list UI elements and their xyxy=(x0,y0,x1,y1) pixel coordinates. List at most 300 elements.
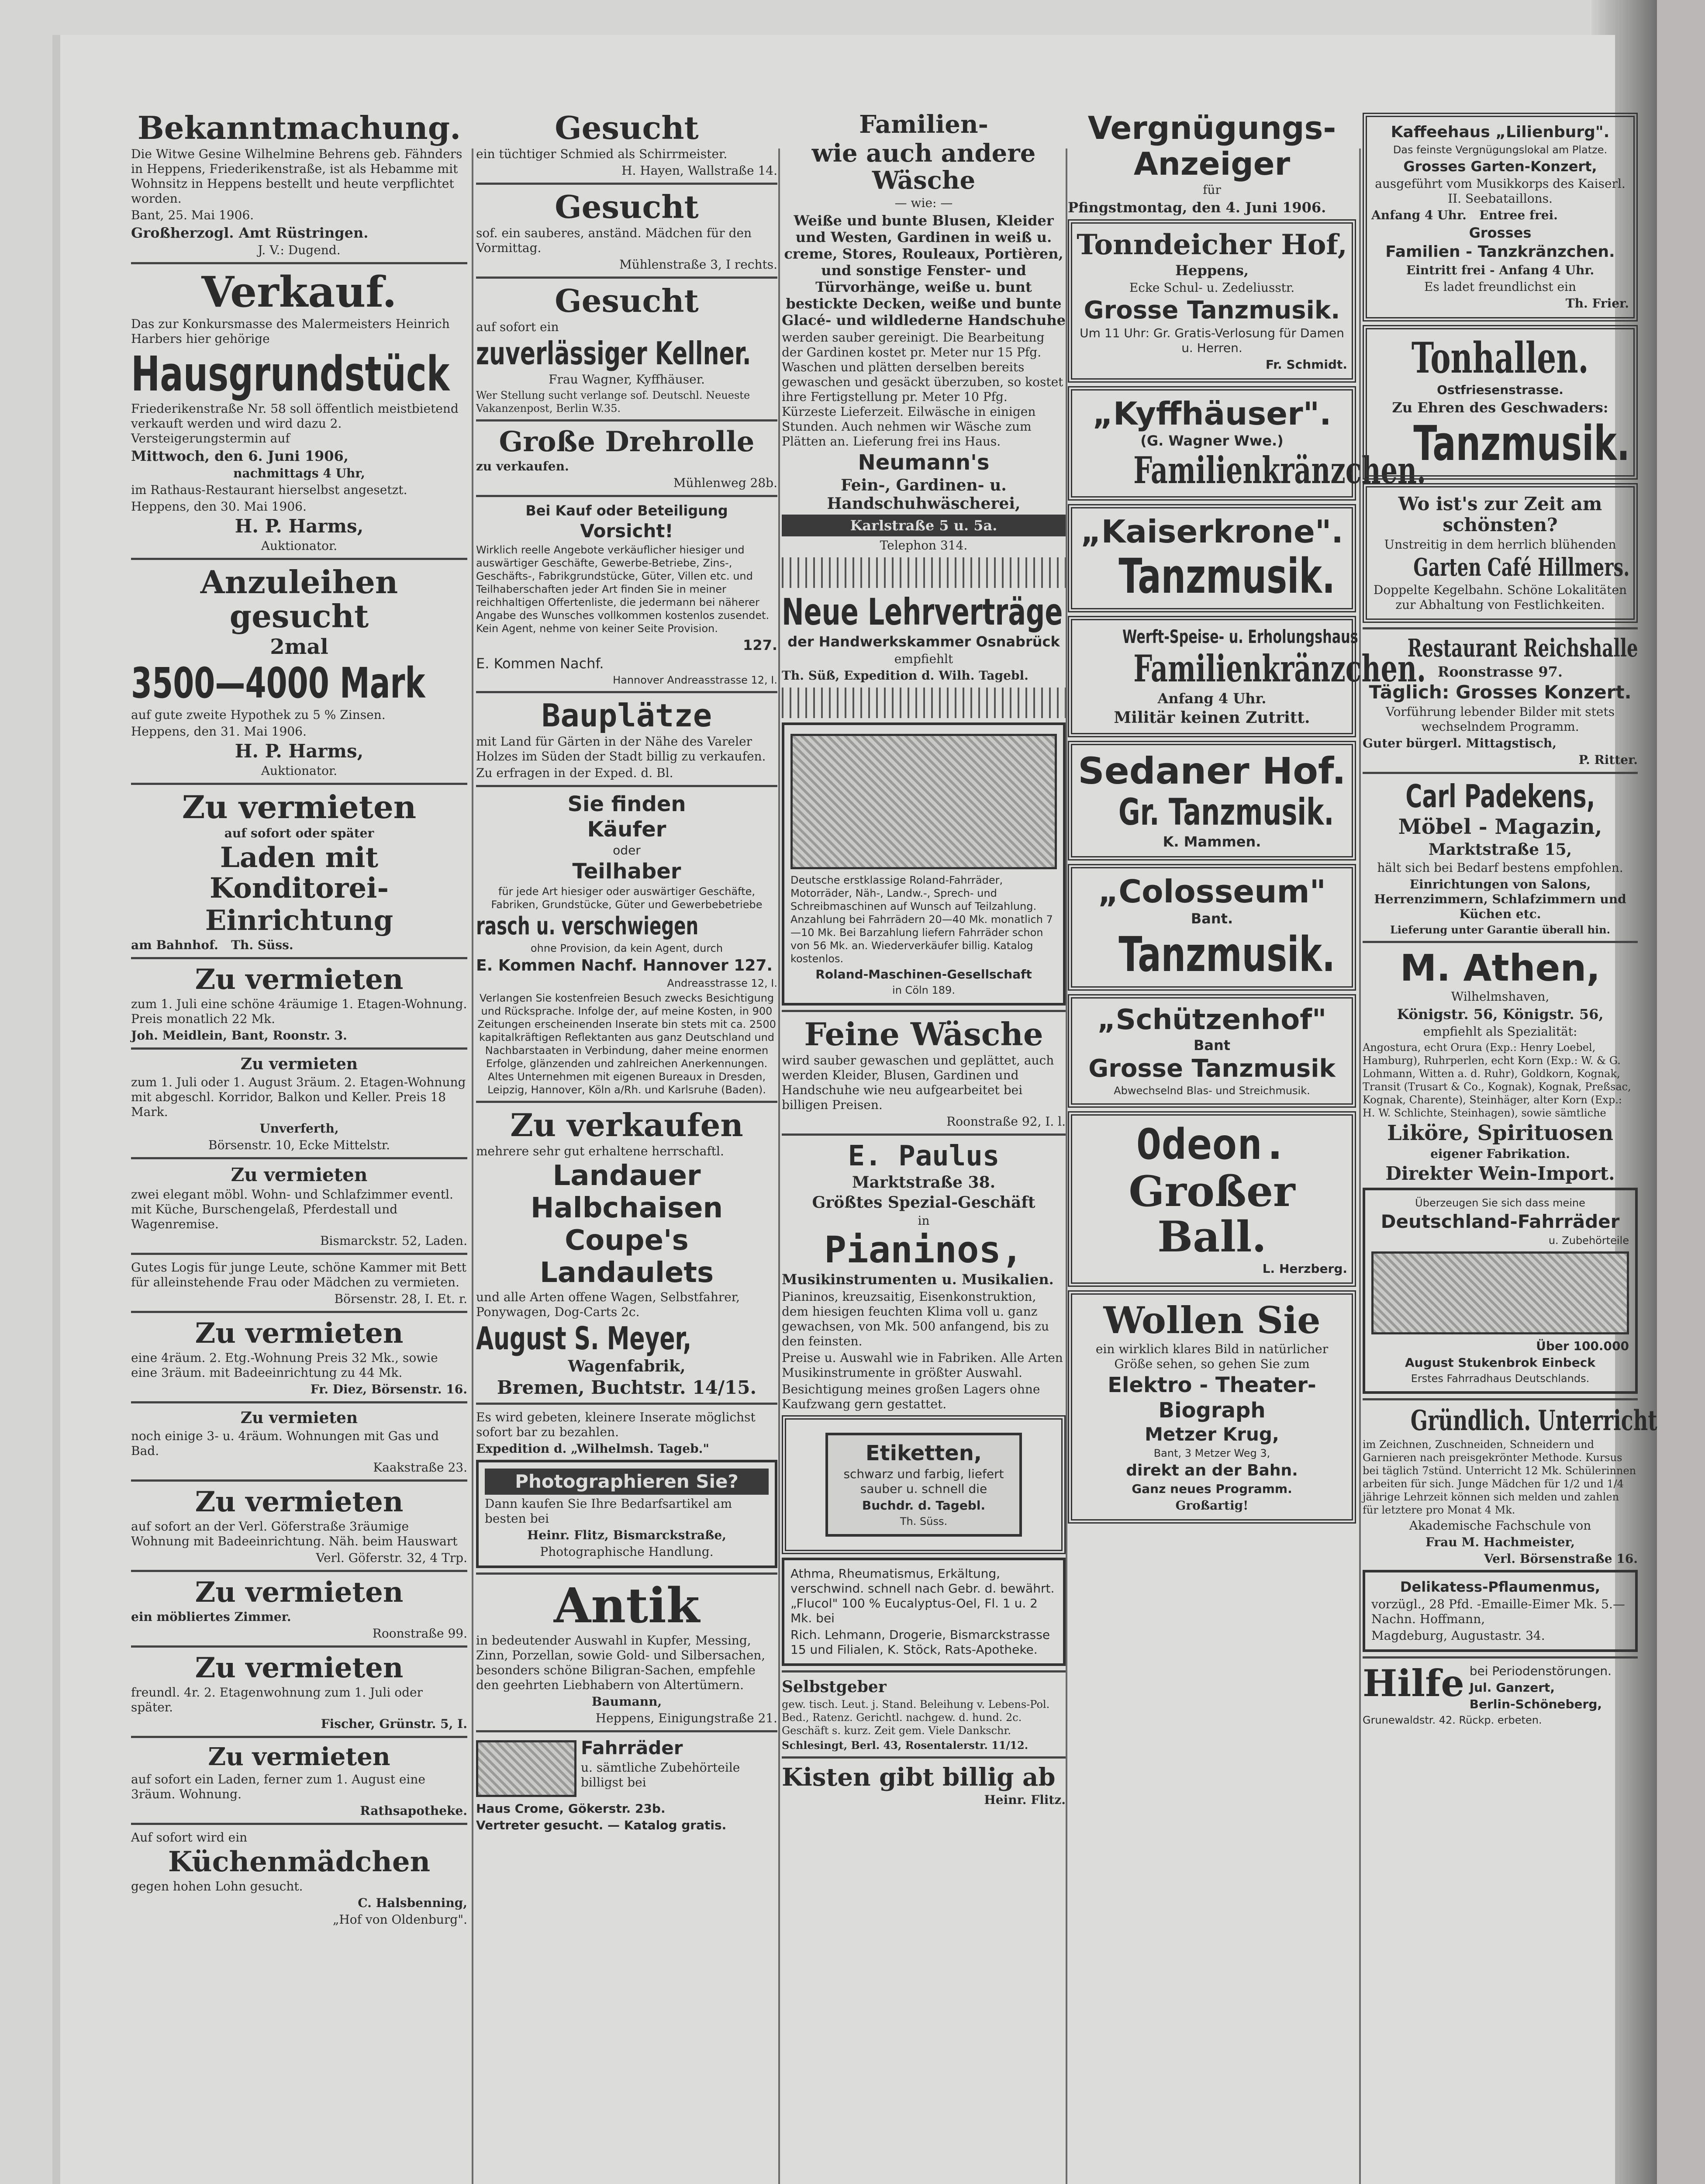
ad-body: ausgeführt vom Musikkorps des Kaiserl. II. Seebataillons. xyxy=(1375,176,1626,206)
ad-program: Großartig! xyxy=(1175,1498,1249,1513)
ad-body: ein tüchtiger Schmied als Schirrmeister. xyxy=(476,147,728,161)
ad-title: Odeon. xyxy=(1136,1120,1288,1169)
ad-zu-vermieten xyxy=(131,1311,467,1397)
ad-items: Weiße und bunte Blusen, Kleider und Westen, Gardinen in weiß u. creme, Stores, Rouleaux, Portièren, und sonstige Fenster- und Türvorhänge, weiße u. bunt bestickte Decken, weiße und bunte Glacé- und wildlederne Handschuhe xyxy=(782,212,1066,328)
ad-title: Zu vermieten xyxy=(182,788,417,826)
ad-schuetzenhof xyxy=(1068,994,1356,1108)
ad-title: Zu verkaufen xyxy=(510,1106,743,1144)
ad-title: Feine Wäsche xyxy=(804,1016,1043,1053)
ad-body: Wirklich reelle Angebote verkäuflicher hiesiger und auswärtiger Geschäfte, Gewerbe-Betriebe, Zins-, Geschäfts-, Fabrikgrundstücke, Güter, Villen etc. und Teilhaberschaften jeder Art finden Sie in meiner reichhaltigen Offertenliste, die jedermann bei näherer Angabe des Wunsches vollkommen kostenlos zusendet. Kein Agent, nehme von keiner Seite Provision. xyxy=(476,544,770,635)
ad-padekens xyxy=(1363,772,1638,936)
ad-signer: L. Herzberg. xyxy=(1262,1261,1347,1276)
ad-amount: 3500—4000 Mark xyxy=(131,659,425,708)
ad-address: Roonstraße 99. xyxy=(372,1626,467,1641)
ad-firm: Expedition d. „Wilhelmsh. Tageb." xyxy=(476,1441,709,1456)
section-title: Vergnügungs- xyxy=(1087,110,1336,146)
ad-firm: August Stukenbrok Einbeck xyxy=(1405,1355,1596,1370)
ad-subtitle: (G. Wagner Wwe.) xyxy=(1140,432,1284,449)
ad-title: Wollen Sie xyxy=(1103,1299,1321,1342)
ad-kisten xyxy=(782,1756,1066,1807)
ad-body: Pianinos, kreuzsaitig, Eisenkonstruktion, dem hiesigen feuchten Klima voll u. ganz gewachsen, von Mk. 500 anfangend, bis zu den feinsten. xyxy=(782,1289,1049,1348)
ad-body: empfiehlt als Spezialität: xyxy=(1423,1024,1577,1039)
ad-body: auf sofort an der Verl. Göferstraße 3räumige Wohnung mit Badeeinrichtung. Näh. beim Hauswart xyxy=(131,1519,458,1548)
section-date: Pfingstmontag, den 4. Juni 1906. xyxy=(1068,199,1326,216)
ad-headline: zuverlässiger Kellner. xyxy=(476,335,751,372)
ad-body: Das zur Konkursmasse des Malermeisters Heinrich Harbers hier gehörige xyxy=(131,317,450,346)
ad-body: Wer Stellung sucht verlange sof. Deutschl. Neueste Vakanzenpost, Berlin W.35. xyxy=(476,389,750,415)
ad-title: Käufer xyxy=(587,817,666,842)
ad-signer: Frau M. Hachmeister, xyxy=(1425,1535,1575,1549)
ad-address: Bismarckstr. 52, Laden. xyxy=(320,1234,467,1248)
ad-headline: Grosses xyxy=(1469,225,1532,241)
ad-zu-verkaufen xyxy=(476,1101,777,1398)
ad-signer: Fr. Diez, Börsenstr. 16. xyxy=(310,1382,467,1396)
ad-zu-vermieten-laden xyxy=(131,783,467,953)
ad-zu-vermieten xyxy=(131,1157,467,1248)
ad-title: Gesucht xyxy=(555,109,699,146)
ad-title xyxy=(1363,635,1638,662)
ad-firm-suffix: Nachf. xyxy=(560,655,604,672)
ad-where: am Bahnhof. xyxy=(131,938,218,952)
ad-firm: Fein-, Gardinen- u. Handschuhwäscherei, xyxy=(827,476,1021,513)
ad-address: Ecke Schul- u. Zedeliusstr. xyxy=(1129,280,1295,295)
ad-headline: Coupe's xyxy=(565,1224,689,1257)
ad-subtitle: ohne Provision, da kein Agent, durch xyxy=(530,942,723,954)
ad-address: Börsenstr. 28, I. Et. r. xyxy=(334,1292,467,1306)
ad-kaiserkrone xyxy=(1068,504,1356,612)
ad-title: Sie finden xyxy=(567,792,686,816)
ad-date: Bant, 25. Mai 1906. xyxy=(131,208,254,222)
ad-title: wie auch andere Wäsche xyxy=(811,139,1036,195)
ad-title: Fahrräder xyxy=(581,1737,683,1759)
bicycle-illustration xyxy=(476,1740,576,1797)
ad-address: Roonstraße 92, I. l. xyxy=(946,1114,1066,1129)
ad-signer: H. Hayen, Wallstraße 14. xyxy=(621,163,777,178)
ad-kyffhaeuser xyxy=(1068,386,1426,501)
ad-signer: Th. Frier. xyxy=(1565,296,1629,311)
ad-headline: Familien - Tanzkränzchen. xyxy=(1385,243,1615,261)
ad-title: Neue Lehrverträge xyxy=(782,591,1063,633)
ad-title: Kaffeehaus „Lilienburg". xyxy=(1391,123,1610,141)
ad-headline: Grosses Garten-Konzert, xyxy=(1403,158,1597,175)
ad-body: schwarz und farbig, liefert sauber u. schnell die xyxy=(843,1467,1004,1496)
ad-familien-waesche xyxy=(782,111,1066,553)
ad-date: Heppens, den 31. Mai 1906. xyxy=(131,724,307,739)
ad-title: „Kyffhäuser". xyxy=(1092,395,1332,432)
ad-headline xyxy=(1077,792,1347,832)
ad-address: Marktstraße 15, xyxy=(1428,840,1572,859)
ad-program: Ganz neues Programm. xyxy=(1132,1482,1292,1496)
ad-time: Anfang 4 Uhr. xyxy=(1157,690,1267,707)
ad-subtitle: 2mal xyxy=(270,635,328,659)
ad-title: Vorsicht! xyxy=(580,520,673,542)
ad-title-text: Restaurant Reichshalle xyxy=(1407,634,1638,663)
ad-headline: Täglich: Grosses Konzert. xyxy=(1369,681,1632,703)
ad-signer: Fischer, Grünstr. 5, I. xyxy=(321,1717,467,1731)
ad-headline-text: Tanzmusik. xyxy=(1118,926,1336,982)
ad-signer: Unverferth, xyxy=(259,1121,339,1136)
ad-entry: Eintritt frei - Anfang 4 Uhr. xyxy=(1406,263,1595,277)
ad-title: Zu vermieten xyxy=(240,1055,358,1073)
ad-subtitle: Abwechselnd Blas- und Streichmusik. xyxy=(1114,1085,1310,1097)
ad-signer: K. Mammen. xyxy=(1163,833,1261,850)
ad-title: Delikatess-Pflaumenmus, xyxy=(1400,1579,1601,1595)
ad-address: Heppens, Einigungstraße 21. xyxy=(595,1711,777,1725)
ad-header: Bei Kauf oder Beteiligung xyxy=(525,502,728,519)
ad-body: Verlangen Sie kostenfreien Besuch zwecks Besichtigung und Rücksprache. Infolge der, auf meine Kosten, in 900 Zeitungen erscheinenden Inserate bin stets mit ca. 2500 kapitalkräftigen Reflektanten aus ganz Deutschland und Nachbarstaaten in Verbindung, daher meine enormen Erfolge, glänzenden und zahlreichen Anerkennungen. Altes Unternehmen mit eigenen Bureaux in Dresden, Leipzig, Hannover, Köln a/Rh. und Karlsruhe (Baden). xyxy=(477,992,776,1096)
ad-signer: Fr. Schmidt. xyxy=(1265,357,1347,372)
ad-hilfe xyxy=(1363,1656,1638,1727)
ad-subtitle: Erstes Fahrradhaus Deutschlands. xyxy=(1411,1372,1590,1385)
ad-title: oder xyxy=(613,843,641,857)
ad-body: mehrere sehr gut erhaltene herrschaftl. xyxy=(476,1144,724,1158)
ad-place xyxy=(131,938,467,953)
ad-lehrvertraege xyxy=(782,592,1066,683)
ad-subtitle: empfiehlt xyxy=(894,652,953,666)
ad-number: 127. xyxy=(743,637,777,653)
ad-headline-text: Familienkränzchen. xyxy=(1133,647,1426,690)
ad-body: werden sauber gereinigt. Die Bearbeitung der Gardinen kostet pr. Meter nur 15 Pfg. Waschen und plätten derselben bereits gewaschen und gesäckt überzuben, so kostet ihre Fertigstellung pr. Meter 10 Pfg. Kürzeste Lieferzeit. Eilwäsche in einigen Stunden. Auch nehmen wir Wäsche zum Plätten an. Lieferung frei ins Haus. xyxy=(782,330,1063,449)
ad-sedaner-hof xyxy=(1068,741,1356,860)
ad-title-text: Tonhallen. xyxy=(1412,333,1589,383)
ad-stukenbrok xyxy=(1363,1188,1638,1394)
ad-signer: Joh. Meidlein, Bant, Roonstr. 3. xyxy=(131,1028,347,1043)
ad-time xyxy=(1371,208,1629,223)
ad-selbstgeber xyxy=(782,1670,1066,1752)
ad-bekanntmachung xyxy=(131,111,467,258)
ad-signer: C. Halsbenning, xyxy=(358,1896,467,1910)
ad-body: mit Land für Gärten in der Nähe des Vareler Holzes im Süden der Stadt billig zu verkaufen. xyxy=(476,734,766,764)
ad-signer: Th. Süss. xyxy=(900,1515,948,1527)
ad-address: Hannover Andreasstrasse 12, I. xyxy=(613,674,777,686)
ad-title: „Kaiserkrone". xyxy=(1080,513,1343,550)
ad-place: Wilhelmshaven, xyxy=(1451,989,1550,1004)
ad-title: Sedaner Hof. xyxy=(1078,750,1346,792)
ad-items: Angostura, echt Orura (Exp.: Henry Loebel, Hamburg), Ruhrperlen, echt Korn (Exp.: W. & G. Lohmann, Witten a. d. Ruhr), Goldkorn, Kognak, Transit (Trusart & Co., Kognak), Kognak, Preßsac, Kognak, Charente), Steinhäger, alter Korn (Exp.: H. W. Schlichte, Steinhagen), sowie sämtliche xyxy=(1363,1041,1631,1119)
ad-separator: — wie: — xyxy=(894,196,953,210)
ad-title: Zu vermieten xyxy=(231,1164,368,1185)
ad-drehrolle xyxy=(476,419,777,491)
ad-zu-vermieten xyxy=(131,957,467,1043)
ad-subtitle: in xyxy=(918,1213,930,1228)
ad-title xyxy=(1363,779,1638,813)
roland-illustration xyxy=(790,734,1057,869)
ad-paulus xyxy=(782,1133,1066,1412)
ad-etiketten-label xyxy=(825,1433,1022,1537)
ad-date: Mittwoch, den 6. Juni 1906, xyxy=(131,448,349,464)
ad-title-text: Carl Padekens, xyxy=(1405,778,1595,815)
ad-body: auf sofort ein Laden, ferner zum 1. August eine 3räum. Wohnung. xyxy=(131,1772,425,1801)
ad-headline: Einrichtung xyxy=(205,904,393,937)
ad-body: Unstreitig in dem herrlich blühenden xyxy=(1384,537,1616,552)
ad-body: wird sauber gewaschen und geplättet, auch werden Kleider, Blusen, Gardinen und Handschuhe wie neu aufgearbeitet bei billigen Preisen. xyxy=(782,1053,1054,1112)
ad-signer: H. P. Harms, xyxy=(235,515,364,537)
ad-title-text: Werft-Speise- u. Erholungshaus xyxy=(1122,626,1358,647)
ad-headline-text: Tanzmusik. xyxy=(1118,548,1336,604)
ad-title xyxy=(1363,1404,1657,1437)
ad-headline-text: Tanzmusik. xyxy=(1413,415,1630,471)
ad-headline-text: Garten Café Hillmers. xyxy=(1413,553,1630,582)
ad-place: Heppens, xyxy=(1175,262,1249,279)
ad-kaffeehaus-lilienburg xyxy=(1363,113,1638,321)
ad-firm: Buchdr. d. Tagebl. xyxy=(862,1498,986,1513)
ad-note: Lieferung unter Garantie überall hin. xyxy=(1390,923,1610,936)
ad-body: gegen hohen Lohn gesucht. xyxy=(131,1879,303,1894)
ad-subtitle: Das feinste Vergnügungslokal am Platze. xyxy=(1393,144,1608,156)
ad-title: Küchenmädchen xyxy=(168,1845,431,1878)
ad-body: gew. tisch. Leut. j. Stand. Beleihung v. Lebens-Pol. Bed., Ratenz. Gerichtl. nachgew. d. hund. 2c. Geschäft s. kurz. Zeit gem. Viele Dankschr. xyxy=(782,1698,1050,1737)
ad-wollen-sie xyxy=(1068,1290,1356,1524)
ad-title: Zu vermieten xyxy=(195,1576,404,1609)
ad-signer xyxy=(476,655,777,672)
ad-zu-vermieten xyxy=(131,1479,467,1565)
ad-headline xyxy=(1077,449,1426,492)
ad-subtitle: zu verkaufen. xyxy=(476,459,569,473)
ad-address: Magdeburg, Augustastr. 34. xyxy=(1371,1628,1545,1643)
ad-title: Große Drehrolle xyxy=(499,425,755,458)
ad-title: Zu vermieten xyxy=(240,1409,358,1427)
ad-firm: E. Kommen xyxy=(476,655,556,672)
ad-werft xyxy=(1068,616,1426,737)
ad-signer: Heinr. Flitz, Bismarckstraße, xyxy=(527,1528,726,1542)
ad-body: bei Periodenstörungen. xyxy=(1469,1664,1612,1678)
ad-note: Vertreter gesucht. — Katalog gratis. xyxy=(476,1818,727,1832)
ad-body: und alle Arten offene Wagen, Selbstfahrer, Ponywagen, Dog-Carts 2c. xyxy=(476,1290,740,1319)
column-3 xyxy=(782,109,1066,1809)
ad-title: Tonndeicher Hof, xyxy=(1077,228,1347,261)
ad-address: „Hof von Oldenburg". xyxy=(332,1912,467,1927)
ad-title: M. Athen, xyxy=(1400,947,1601,989)
ad-headline: Großer Ball. xyxy=(1129,1167,1295,1261)
ad-title: Bauplätze xyxy=(541,697,712,734)
ad-title: Anzuleihen gesucht xyxy=(200,563,398,635)
ad-subtitle: Möbel - Magazin, xyxy=(1398,815,1602,839)
ad-title: Zu vermieten xyxy=(195,1486,404,1518)
ad-tonndeicher-hof xyxy=(1068,219,1356,383)
ad-firm: August S. Meyer, xyxy=(476,1320,692,1357)
ad-body: Musikinstrumenten u. Musikalien. xyxy=(782,1271,1054,1288)
ad-headline: Halbchaisen xyxy=(530,1192,723,1224)
ad-zu-vermieten xyxy=(131,1645,467,1731)
ad-title: Gesucht xyxy=(555,282,699,319)
ad-body: Um 11 Uhr: Gr. Gratis-Verlosung für Damen u. Herren. xyxy=(1080,326,1344,355)
column-4 xyxy=(1068,109,1426,1527)
ad-headline: Grosse Tanzmusik. xyxy=(1084,296,1340,325)
ad-body: vorzügl., 28 Pfd. -Emaille-Eimer Mk. 5.— Nachn. Hoffmann, xyxy=(1371,1597,1625,1626)
ad-body: Athma, Rheumatismus, Erkältung, verschwind. schnell nach Gebr. d. bewährt. „Flucol" 100 % Eucalyptus-Oel, Fl. 1 u. 2 Mk. bei xyxy=(790,1566,1055,1625)
ad-title: Pianinos, xyxy=(824,1228,1023,1271)
ad-signer: Th. Süss. xyxy=(231,938,293,952)
ad-title: Verkauf. xyxy=(201,267,397,317)
ad-signer: Heinr. Flitz. xyxy=(984,1793,1066,1807)
ad-firm: Metzer Krug, xyxy=(1145,1424,1279,1445)
ad-firm: E. Paulus xyxy=(848,1140,1000,1172)
ad-address: Mühlenweg 28b. xyxy=(673,476,777,490)
ad-address: Ostfriesenstrasse. xyxy=(1437,383,1563,397)
ad-subtitle: auf sofort oder später xyxy=(224,826,374,840)
ad-roland xyxy=(782,722,1066,1006)
ad-address: Andreasstrasse 12, I. xyxy=(667,977,777,989)
ad-headline: Laden mit Konditorei- xyxy=(209,841,389,905)
ad-role: Auktionator. xyxy=(261,539,338,553)
ad-place: Berlin-Schöneberg, xyxy=(1469,1697,1602,1711)
ad-address: Bant, 3 Metzer Weg 3, xyxy=(1153,1447,1270,1459)
ad-title: „Schützenhof" xyxy=(1097,1004,1327,1036)
ad-unterricht xyxy=(1363,1398,1657,1566)
ad-subtitle: Zu Ehren des Geschwaders: xyxy=(1392,399,1608,416)
ad-signer: P. Ritter. xyxy=(1578,753,1638,767)
ad-subtitle: eigener Fabrikation. xyxy=(1430,1147,1570,1161)
ad-headline: Elektro - Theater- xyxy=(1108,1373,1316,1397)
ad-headline-text: Familienkränzchen. xyxy=(1133,449,1426,492)
ad-athen xyxy=(1363,941,1638,1184)
ad-signer: Baumann, xyxy=(591,1694,662,1709)
ad-headline: Biograph xyxy=(1158,1398,1266,1423)
ad-bauplaetze xyxy=(476,691,777,781)
ad-firm: Schlesingt, Berl. 43, Rosentalerstr. 11/12. xyxy=(782,1739,1029,1752)
ad-body: u. sämtliche Zubehörteile billigst bei xyxy=(581,1760,740,1790)
ad-firm: Roland-Maschinen-Gesellschaft xyxy=(815,967,1032,981)
ad-body: Überzeugen Sie sich dass meine xyxy=(1415,1197,1585,1209)
ad-anzuleihen xyxy=(131,558,467,778)
ad-address: Königstr. 56, Königstr. 56, xyxy=(1397,1006,1604,1023)
ad-signer: Jul. Ganzert, xyxy=(1469,1680,1555,1695)
ad-items: Einrichtungen von Salons, Herrenzimmern, Schlafzimmern und Küchen etc. xyxy=(1374,877,1626,921)
ad-role: Auktionator. xyxy=(261,764,338,778)
ad-body: in bedeutender Auswahl in Kupfer, Messing, Zinn, Porzellan, sowie Gold- und Silbersachen, besonders schöne Biligran-Sachen, empfehle den geehrten Liebhabern von Altertümern. xyxy=(476,1633,766,1692)
ad-title xyxy=(1371,335,1629,381)
ad-tonhallen xyxy=(1363,325,1638,480)
ad-title: Deutschland-Fahrräder xyxy=(1381,1211,1620,1232)
ad-athma xyxy=(782,1558,1066,1666)
column-5 xyxy=(1363,109,1657,1728)
ad-signer: Rich. Lehmann, Drogerie, Bismarckstrasse 15 und Filialen, K. Stöck, Rats-Apotheke. xyxy=(790,1628,1050,1657)
ad-note: direkt an der Bahn. xyxy=(1126,1462,1298,1479)
ad-body: Dann kaufen Sie Ihre Bedarfsartikel am besten bei xyxy=(485,1496,732,1526)
ad-address: Roonstrasse 97. xyxy=(1437,663,1563,680)
ad-zu-vermieten xyxy=(131,1570,467,1641)
ad-title: Photographieren Sie? xyxy=(485,1469,769,1495)
column-2 xyxy=(476,109,777,1835)
ad-intro: auf sofort ein xyxy=(476,320,559,334)
vergnuegungs-anzeiger-header xyxy=(1068,111,1356,216)
ad-body: Preise u. Auswahl wie in Fabriken. Alle Arten Musikinstrumente in größter Auswahl. xyxy=(782,1351,1063,1380)
ad-address: Verl. Göferstr. 32, 4 Trp. xyxy=(316,1551,467,1565)
ad-body: Gutes Logis für junge Leute, schöne Kammer mit Bett für alleinstehende Frau oder Mädchen zu vermieten. xyxy=(131,1260,467,1289)
ad-title: Bekanntmachung. xyxy=(137,109,461,146)
column-rule xyxy=(778,149,780,2184)
ad-body: Es wird gebeten, kleinere Inserate möglichst sofort bar zu bezahlen. xyxy=(476,1410,756,1439)
ad-headline xyxy=(1371,554,1629,581)
ad-logis xyxy=(131,1253,467,1306)
ad-body: ein möbliertes Zimmer. xyxy=(131,1610,291,1624)
ad-subtitle: Größtes Spezial-Geschäft xyxy=(812,1193,1035,1212)
ad-headline: Liköre, Spirituosen xyxy=(1387,1121,1614,1145)
ad-body: Friederikenstraße Nr. 58 soll öffentlich meistbietend verkauft werden und wird dazu 2. Versteigerungstermin auf xyxy=(131,401,459,446)
ad-headline xyxy=(1077,926,1347,982)
ad-signer: H. P. Harms, xyxy=(235,740,364,762)
ad-title: Etiketten, xyxy=(865,1441,982,1465)
ad-address: Verl. Börsenstraße 16. xyxy=(1484,1552,1638,1566)
ad-address: Börsenstr. 10, Ecke Mittelstr. xyxy=(208,1138,390,1152)
ad-reichshalle xyxy=(1363,627,1638,767)
ad-headline xyxy=(1371,415,1630,471)
ad-signer: Rathsapotheke. xyxy=(360,1804,467,1818)
ad-body: Es ladet freundlichst ein xyxy=(1424,280,1577,294)
ad-body: Doppelte Kegelbahn. Schöne Lokalitäten zur Abhaltung von Festlichkeiten. xyxy=(1373,583,1627,612)
ad-body: zwei elegant möbl. Wohn- und Schlafzimmer eventl. mit Küche, Burschengelaß, Pferdestall und Wagenremise. xyxy=(131,1187,453,1231)
column-rule xyxy=(472,149,473,2184)
ad-title: Hilfe xyxy=(1363,1662,1464,1705)
ad-title: Wo ist's zur Zeit am schönsten? xyxy=(1398,493,1602,536)
ad-body: zum 1. Juli oder 1. August 3räum. 2. Etagen-Wohnung mit abgeschl. Korridor, Balkon und Keller. Preis 18 Mark. xyxy=(131,1075,466,1119)
ad-place: Bant. xyxy=(1191,910,1233,927)
ad-signer: Haus Crome, Gökerstr. 23b. xyxy=(476,1801,666,1816)
ad-title: Selbstgeber xyxy=(782,1678,887,1696)
ad-address: Grunewaldstr. 42. Rückp. erbeten. xyxy=(1363,1714,1542,1726)
ad-subtitle: Photographische Handlung. xyxy=(540,1545,714,1559)
ad-subtitle: Direkter Wein-Import. xyxy=(1385,1163,1615,1184)
ad-title xyxy=(1077,626,1358,647)
ad-title: Zu vermieten xyxy=(208,1742,390,1771)
ad-address: Marktstraße 38. xyxy=(852,1173,996,1192)
ad-authority: Großherzogl. Amt Rüstringen. xyxy=(131,225,369,241)
ad-address: Bremen, Buchtstr. 14/15. xyxy=(497,1377,757,1398)
ad-headline: Grosse Tanzmusik xyxy=(1088,1054,1336,1083)
ad-title-text: Gründlich. Unterricht xyxy=(1410,1404,1657,1437)
ad-title: Gesucht xyxy=(555,188,699,225)
ad-entry: Entree frei. xyxy=(1479,208,1558,222)
ad-kuechenmaedchen xyxy=(131,1823,467,1927)
ad-phone: Telephon 314. xyxy=(880,538,968,553)
column-1 xyxy=(131,109,467,1929)
ad-gesucht xyxy=(476,111,777,178)
ad-body: zum 1. Juli eine schöne 4räumige 1. Etagen-Wohnung. Preis monatlich 22 Mk. xyxy=(131,997,467,1026)
section-subtitle: für xyxy=(1203,183,1221,197)
ad-fahrraeder xyxy=(476,1730,777,1833)
ad-contact: Zu erfragen in der Exped. d. Bl. xyxy=(476,766,673,780)
ad-firm: Th. Süß, Expedition d. Wilh. Tagebl. xyxy=(782,668,1029,683)
ornament-border xyxy=(782,688,1066,718)
ad-body: freundl. 4r. 2. Etagenwohnung zum 1. Juli oder später. xyxy=(131,1685,423,1714)
ad-body: Die Witwe Gesine Wilhelmine Behrens geb. Fähnders in Heppens, Friederikenstraße, ist als Hebamme mit Wohnsitz in Heppens bestellt und heute verpflichtet worden. xyxy=(131,147,462,206)
ad-headline: Hausgrundstück xyxy=(131,346,450,402)
ad-intro: Auf sofort wird ein xyxy=(131,1830,248,1845)
ad-firm: Neumann's xyxy=(858,450,990,475)
ad-title: Antik xyxy=(553,1577,700,1634)
ad-headline: Landaulets xyxy=(539,1257,714,1289)
ad-headline: Landauer xyxy=(552,1160,701,1192)
ad-body: eine 4räum. 2. Etg.-Wohnung Preis 32 Mk., sowie eine 3räum. mit Badeeinrichtung zu 44 Mk. xyxy=(131,1351,438,1380)
ad-zu-vermieten xyxy=(131,1401,467,1475)
ad-body: Deutsche erstklassige Roland-Fahrräder, Motorräder, Näh-, Landw.-, Sprech- und Schreibmaschinen auf Wunsch auf Teilzahlung. Anzahlung bei Fahrrädern 20—40 Mk. monatlich 7—10 Mk. Bei Barzahlung liefern Fahrräder schon von 56 Mk. an. Wiederverkäufer billig. Katalog kostenlos. xyxy=(790,874,1053,965)
section-title: Anzeiger xyxy=(1133,145,1291,182)
ad-inserate xyxy=(476,1403,777,1456)
ad-colosseum xyxy=(1068,864,1356,991)
ad-title: Zu vermieten xyxy=(195,1317,404,1350)
ad-title: Familien- xyxy=(859,110,988,139)
ad-antik xyxy=(476,1572,777,1726)
ad-headline xyxy=(1077,647,1426,690)
ad-title: „Colosseum" xyxy=(1098,873,1326,910)
ad-title: Kisten gibt billig ab xyxy=(782,1763,1056,1792)
ad-pflaumenmus xyxy=(1363,1570,1638,1652)
ad-title: Zu vermieten xyxy=(195,963,404,996)
ad-odeon xyxy=(1068,1111,1356,1287)
ad-signer: Frau Wagner, Kyffhäuser. xyxy=(549,372,705,387)
ad-body: sof. ein sauberes, anständ. Mädchen für den Vormittag. xyxy=(476,226,752,255)
ad-gesucht xyxy=(476,183,777,272)
